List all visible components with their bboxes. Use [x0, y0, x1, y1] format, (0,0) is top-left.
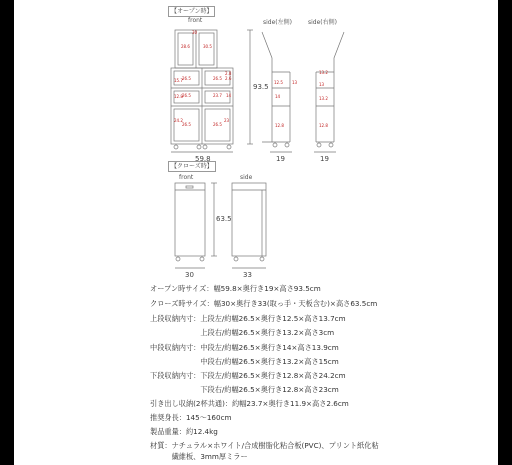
spec-line-lower-left: 下段収納内寸：下段左/約幅26.5×奥行き12.8×高さ24.2cm	[150, 371, 346, 380]
svg-text:26.5: 26.5	[182, 93, 191, 98]
spec-line-upper-left: 上段収納内寸：上段左/約幅26.5×奥行き12.5×高さ13.7cm	[150, 314, 346, 323]
close-section-tag: 【クローズ時】	[168, 161, 216, 172]
svg-text:14: 14	[226, 93, 232, 98]
open-side-left-label: side(左側)	[263, 19, 292, 26]
svg-text:13.2: 13.2	[319, 96, 328, 101]
svg-text:13: 13	[319, 82, 325, 87]
svg-text:12.8: 12.8	[275, 123, 284, 128]
spec-line-lower-right: 下段右/約幅26.5×奥行き12.8×高さ23cm	[150, 385, 339, 394]
svg-text:23.7: 23.7	[213, 93, 222, 98]
close-depth-dim: 33	[243, 271, 252, 279]
close-side-label: side	[240, 174, 253, 181]
open-depth-right-dim: 19	[320, 155, 329, 163]
close-side-cabinet	[232, 183, 266, 256]
svg-text:12.8: 12.8	[319, 123, 328, 128]
spec-line-open-size: オープン時サイズ：幅59.8×奥行き19×高さ93.5cm	[150, 284, 321, 293]
svg-text:28.6: 28.6	[181, 44, 190, 49]
open-front-label: front	[188, 17, 203, 24]
close-height-dim: 63.5	[216, 215, 232, 223]
open-section-tag: 【オープン時】	[168, 6, 215, 17]
spec-line-weight: 製品重量：約12.4kg	[150, 427, 218, 436]
svg-text:2.6: 2.6	[225, 76, 232, 81]
svg-text:26.5: 26.5	[182, 122, 191, 127]
svg-text:24.2: 24.2	[174, 118, 183, 123]
open-height-dim: 93.5	[253, 83, 269, 91]
svg-text:12.8: 12.8	[174, 94, 183, 99]
spec-line-middle-right: 中段右/約幅26.5×奥行き13.2×高さ15cm	[150, 357, 339, 366]
svg-text:26.5: 26.5	[182, 76, 191, 81]
open-side-right-label: side(右側)	[308, 19, 337, 26]
spec-line-material-1: 材質：ナチュラル×ホワイト/合成樹脂化粘合板(PVC)、プリント紙化粘	[150, 441, 379, 450]
dim-top-width: 30	[192, 30, 198, 35]
spec-line-middle-left: 中段収納内寸：中段左/約幅26.5×奥行き14×高さ13.9cm	[150, 343, 339, 352]
open-depth-left-dim: 19	[276, 155, 285, 163]
svg-text:26.5: 26.5	[213, 76, 222, 81]
open-side-right-outline	[334, 32, 344, 142]
spec-line-close-size: クローズ時サイズ：幅30×奥行き33(取っ手・天板含む)×高さ63.5cm	[150, 299, 378, 308]
close-front-label: front	[179, 174, 194, 181]
open-width-dim: 59.8	[195, 155, 211, 163]
svg-text:13: 13	[292, 80, 298, 85]
spec-line-material-2: 繊維板、3mm厚ミラー	[150, 452, 248, 461]
svg-text:30.5: 30.5	[203, 44, 212, 49]
svg-text:15.7: 15.7	[174, 78, 183, 83]
svg-text:23: 23	[224, 118, 230, 123]
close-front-cabinet	[175, 183, 205, 256]
svg-text:12.5: 12.5	[274, 80, 283, 85]
svg-text:26.5: 26.5	[213, 122, 222, 127]
close-width-dim: 30	[185, 271, 194, 279]
spec-line-drawer: 引き出し収納(2杯共通)：約幅23.7×奥行き11.9×高さ2.6cm	[150, 399, 349, 408]
svg-text:14: 14	[275, 94, 281, 99]
svg-text:2.8: 2.8	[225, 71, 232, 76]
spec-line-upper-right: 上段右/約幅26.5×奥行き13.2×高さ3cm	[150, 328, 335, 337]
spec-line-height-rec: 推奨身長：145〜160cm	[150, 413, 232, 422]
svg-text:13.2: 13.2	[319, 70, 328, 75]
